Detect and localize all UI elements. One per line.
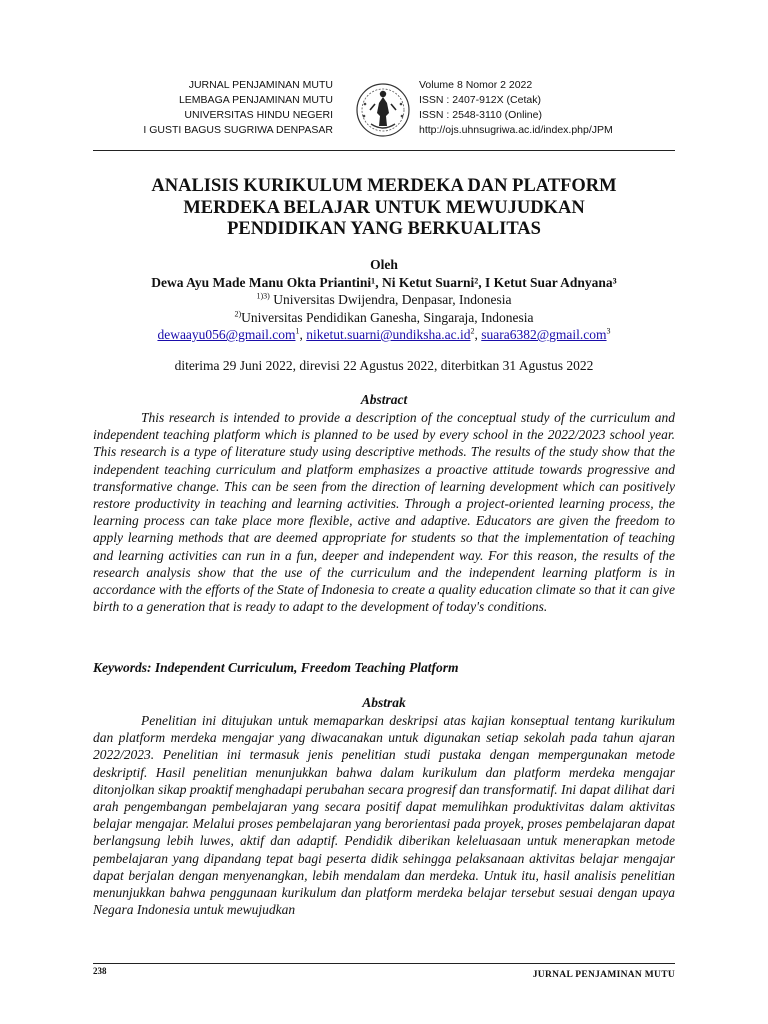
email-link[interactable]: dewaayu056@gmail.com <box>157 327 296 342</box>
abstrak-body: Penelitian ini ditujukan untuk memaparkan deskripsi atas kajian konseptual tentang kurikulum dan platform merdeka mengajar yang diwacanakan untuk digunakan setiap sekolah pada tahun ajaran 2022/2023. Penelitian ini termasuk jenis penelitian studi pustaka dengan mempergunakan metode deskriptif. Hasil penelitian menunjukkan bahwa dalam kurikulum dan platform merdeka mengajar ditonjolkan sikap proaktif menghadapi perubahan secara progresif dan transformatif. Ini dapat dilihat dari arah pengembangan pembelajaran yang secara positif dapat memulihkan produktivitas dalam aktivitas belajar mengajar. Melalui proses pembelajaran yang berorientasi pada proyek, proses pembelajaran dapat berlangsung lebih luwes, aktif dan adaptif. Pendidik diberikan keleluasaan untuk menerapkan metode pembelajaran yang dipandang tepat bagi peserta didik sehingga pelaksanaan aktivitas belajar mengajar dapat berjalan dengan menyenangkan, lebih mendalam dan merdeka. Untuk itu, hasil analisis penelitian menunjukkan bahwa penggunaan kurikulum dan platform merdeka belajar tersebut sesuai dengan upaya Negara Indonesia untuk mewujudkan <box>93 713 675 918</box>
email-marker: 2 <box>470 326 475 336</box>
title-line: PENDIDIKAN YANG BERKUALITAS <box>227 219 541 239</box>
publisher-line: JURNAL PENJAMINAN MUTU <box>188 79 333 91</box>
issn-print-line: ISSN : 2407-912X (Cetak) <box>419 94 541 106</box>
volume-line: Volume 8 Nomor 2 2022 <box>419 79 533 91</box>
email-link[interactable]: suara6382@gmail.com <box>481 327 607 342</box>
publisher-line: I GUSTI BAGUS SUGRIWA DENPASAR <box>143 124 333 136</box>
university-seal-icon <box>353 80 413 140</box>
affiliation-1 <box>93 291 675 309</box>
header-divider <box>93 150 675 151</box>
affiliation-text: Universitas Pendidikan Ganesha, Singaraja, Indonesia <box>241 309 534 325</box>
publisher-block <box>143 78 333 138</box>
journal-url[interactable]: http://ojs.uhnsugriwa.ac.id/index.php/JPM <box>419 124 613 136</box>
publisher-line: UNIVERSITAS HINDU NEGERI <box>184 109 333 121</box>
affiliation-marker: 1)3) <box>256 291 270 301</box>
author-names: Dewa Ayu Made Manu Okta Priantini¹, Ni Ketut Suarni², I Ketut Suar Adnyana³ <box>151 274 617 290</box>
email-line: dewaayu056@gmail.com$^1$, $niketut.suarni@undiksha.ac.id^2$, suara6382@gmail.com$^3$ <box>157 326 611 342</box>
issn-online-line: ISSN : 2548-3110 (Online) <box>419 109 542 121</box>
affiliation-text: Universitas Dwijendra, Denpasar, Indonesia <box>269 292 512 307</box>
paper-title <box>93 176 675 241</box>
footer-divider <box>93 963 675 964</box>
abstract-body: This research is intended to provide a description of the conceptual study of the curriculum and independent teaching platform which is planned to be used by every school in the 2022/2023 school year. This research is a type of literature study using descriptive methods. The results of the study show that the independent teaching curriculum and platform emphasizes a proactive attitude towards progressive and transformative change. This can be seen from the direction of learning development which can positively restore productivity in teaching and learning activities. Through a project-oriented learning process, the learning process can take place more flexible, active and adaptive. Educators are given the freedom to apply learning methods that are deemed appropriate for students so that the implementation of teaching and learning activities can run in a fun, deeper and independent way. For this reason, the results of the research analysis show that the use of the curriculum and the independent learning platform is in accordance with the efforts of the State of Indonesia to create a quality education climate so that it can give birth to a generation that is ready to adapt to the development of today's conditions. <box>93 410 676 615</box>
keywords: Keywords: Independent Curriculum, Freedom Teaching Platform <box>93 660 459 675</box>
email-link[interactable]: niketut.suarni@undiksha.ac.id <box>306 327 471 342</box>
issue-info-block <box>419 78 613 138</box>
page-number: 238 <box>93 966 107 976</box>
oleh-label: Oleh <box>370 257 398 272</box>
affiliation-2 <box>93 309 675 327</box>
masthead <box>90 78 676 146</box>
submission-dates: diterima 29 Juni 2022, direvisi 22 Agustus 2022, diterbitkan 31 Agustus 2022 <box>174 358 594 373</box>
email-marker: 3 <box>606 326 611 336</box>
abstract-heading: Abstract <box>360 392 408 407</box>
title-line: MERDEKA BELAJAR UNTUK MEWUJUDKAN <box>183 197 585 218</box>
abstrak-heading: Abstrak <box>362 695 406 710</box>
email-marker: 1 <box>295 326 300 336</box>
publisher-line: LEMBAGA PENJAMINAN MUTU <box>178 94 333 106</box>
affiliation-marker: 2) <box>234 309 242 318</box>
footer-journal-name: JURNAL PENJAMINAN MUTU <box>532 970 675 980</box>
author-block <box>93 256 675 344</box>
title-line: ANALISIS KURIKULUM MERDEKA DAN PLATFORM <box>151 176 617 196</box>
